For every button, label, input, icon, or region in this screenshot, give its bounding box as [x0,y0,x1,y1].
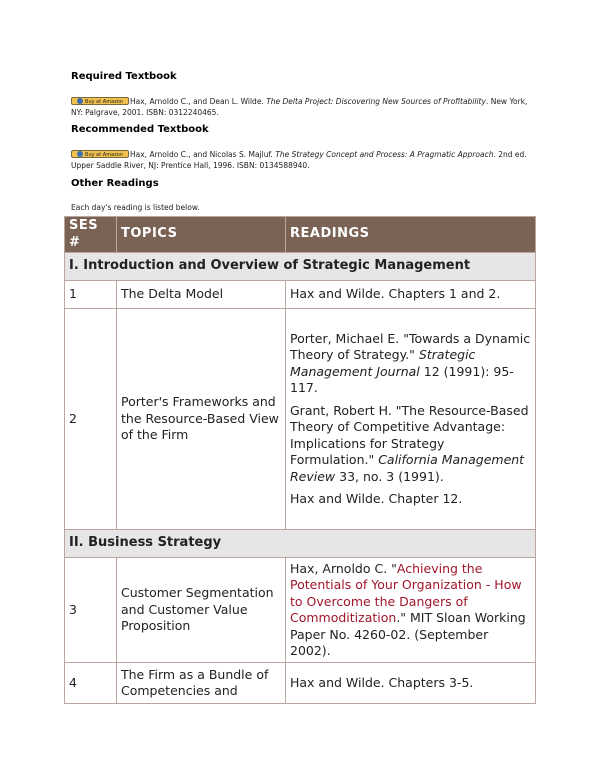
buy-at-amazon-button[interactable]: Buy at Amazon [71,97,129,105]
required-textbook-citation: Buy at Amazon Hax, Arnoldo C., and Dean L. Wilde. The Delta Project: Discovering New Sources of Profitability. New York, NY: Palgrave, 2001. ISBN: 0312240465. [71,97,528,117]
recommended-textbook-heading: Recommended Textbook [71,124,209,135]
readings-note: Each day's reading is listed below. [71,203,200,212]
reading-cell: Hax and Wilde. Chapters 1 and 2. [286,281,536,309]
table-row [65,281,536,309]
table-row [65,309,536,530]
topic-cell: The Delta Model [117,281,286,309]
buy-at-amazon-button[interactable]: Buy at Amazon [71,150,129,158]
table-header-row [65,217,536,253]
paper-link[interactable]: Achieving the Potentials of Your Organization - How to Overcome the Dangers of Commoditization [290,560,522,625]
ses-cell: 2 [65,309,117,530]
reading-cell [286,309,536,530]
reading-entry: Grant, Robert H. "The Resource-Based Theory of Competitive Advantage: Implications for Strategy Formulation." California Management Review 33, no. 3 (1991). [290,402,529,484]
header-readings: READINGS [286,217,536,253]
section-title: I. Introduction and Overview of Strategic Management [65,253,536,281]
required-textbook-heading: Required Textbook [71,71,177,82]
topic-cell: Porter's Frameworks and the Resource-Based View of the Firm [117,309,286,530]
ses-cell: 1 [65,281,117,309]
reading-cell: Hax, Arnoldo C. "Achieving the Potentials of Your Organization - How to Overcome the Dangers of Commoditization." MIT Sloan Working Paper No. 4260-02. (September 2002). [286,558,536,663]
header-topics: TOPICS [117,217,286,253]
ses-cell: 4 [65,663,117,704]
book-title: The Delta Project: Discovering New Sources of Profitability [266,97,486,106]
recommended-textbook-citation: Buy at Amazon Hax, Arnoldo C., and Nicolas S. Majluf. The Strategy Concept and Process: A Pragmatic Approach. 2nd ed. Upper Saddle River, NJ: Prentice Hall, 1996. ISBN: 0134588940. [71,150,527,170]
readings-table [64,216,536,704]
reading-entry: Hax and Wilde. Chapter 12. [290,491,463,506]
section-row [65,530,536,558]
reading-cell: Hax and Wilde. Chapters 3-5. [286,663,536,704]
topic-cell: The Firm as a Bundle of Competencies and [117,663,286,704]
section-row [65,253,536,281]
section-title: II. Business Strategy [65,530,536,558]
topic-cell: Customer Segmentation and Customer Value Proposition [117,558,286,663]
book-title: The Strategy Concept and Process: A Pragmatic Approach [275,150,494,159]
other-readings-heading: Other Readings [71,178,159,189]
reading-entry: Porter, Michael E. "Towards a Dynamic Theory of Strategy." Strategic Management Journal 12 (1991): 95-117. [290,330,531,395]
table-row [65,663,536,704]
header-ses: SES # [65,217,117,253]
table-row [65,558,536,663]
ses-cell: 3 [65,558,117,663]
